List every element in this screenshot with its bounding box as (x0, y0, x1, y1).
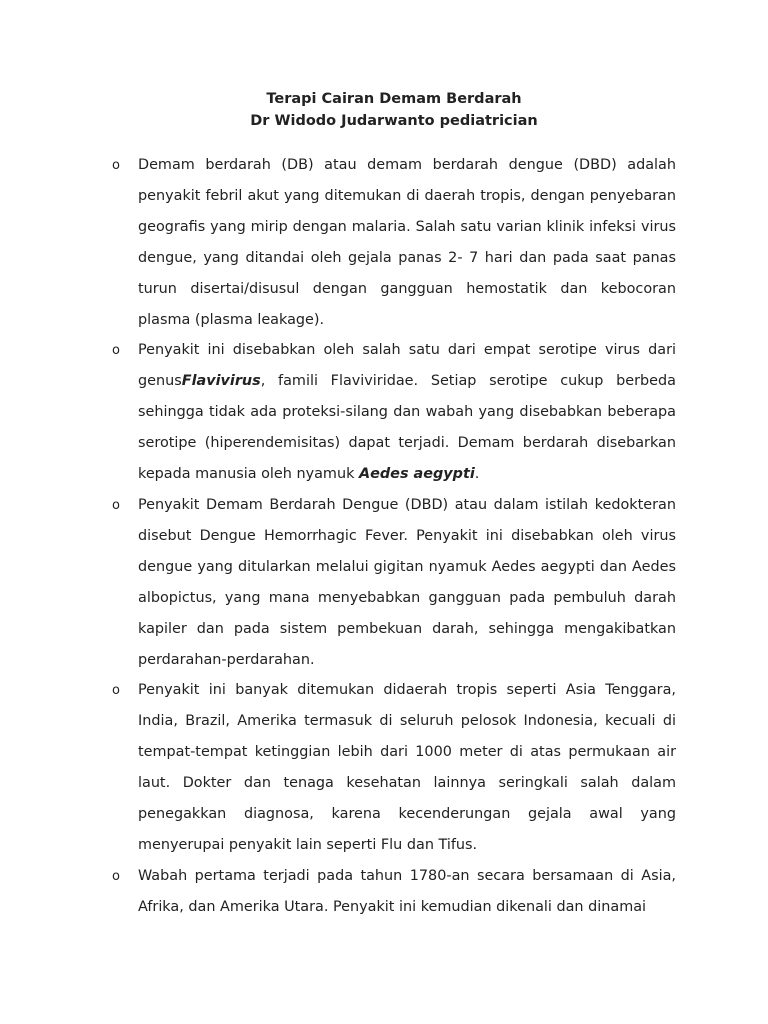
list-item (112, 150, 676, 335)
item-text: , famili Flaviviridae. Setiap serotipe cukup berbeda sehingga tidak ada proteksi-silang dan wabah yang disebabkan beberapa serotipe (hiperendemisitas) dapat terjadi. Demam berdarah disebarkan kepada manusia oleh nyamuk (138, 373, 676, 483)
item-text: . (474, 466, 480, 483)
bullet-circle-icon: o (112, 683, 120, 699)
item-text: Wabah pertama terjadi pada tahun 1780-an secara bersamaan di Asia, Afrika, dan Amerika Utara. Penyakit ini kemudian dikenali dan dinamai (138, 867, 676, 915)
list-item (112, 861, 676, 923)
list-item (112, 675, 676, 860)
bullet-circle-icon: o (112, 497, 120, 513)
bullet-circle-icon: o (112, 343, 120, 359)
genus-emphasis: Flavivirus (181, 373, 261, 390)
list-item (112, 490, 676, 675)
title-line-1: Terapi Cairan Demam Berdarah (266, 91, 522, 107)
bullet-circle-icon: o (112, 868, 120, 884)
author-line: Dr Widodo Judarwanto pediatrician (250, 113, 538, 129)
item-text: Penyakit ini banyak ditemukan didaerah tropis seperti Asia Tenggara, India, Brazil, Amerika termasuk di seluruh pelosok Indonesia, kecuali di tempat-tempat ketinggian lebih dari 1000 meter di atas permukaan air laut. Dokter dan tenaga kesehatan lainnya seringkali salah dalam penegakkan diagnosa, karena kecenderungan gejala awal yang menyerupai penyakit lain seperti Flu dan Tifus. (138, 682, 676, 853)
bullet-list (112, 150, 676, 923)
species-emphasis: Aedes aegypti (358, 466, 475, 483)
item-text: Penyakit ini disebabkan oleh salah satu dari empat serotipe virus dari genus (138, 342, 676, 390)
item-text: Penyakit Demam Berdarah Dengue (DBD) atau dalam istilah kedokteran disebut Dengue Hemorrhagic Fever. Penyakit ini disebabkan oleh virus dengue yang ditularkan melalui gigitan nyamuk Aedes aegypti dan Aedes albopictus, yang mana menyebabkan gangguan pada pembuluh darah kapiler dan pada sistem pembekuan darah, sehingga mengakibatkan perdarahan-perdarahan. (138, 496, 676, 668)
item-text: Demam berdarah (DB) atau demam berdarah dengue (DBD) adalah penyakit febril akut yang ditemukan di daerah tropis, dengan penyebaran geografis yang mirip dengan malaria. Salah satu varian klinik infeksi virus dengue, yang ditandai oleh gejala panas 2- 7 hari dan pada saat panas turun disertai/disusul dengan gangguan hemostatik dan kebocoran plasma (plasma leakage). (138, 157, 676, 328)
bullet-circle-icon: o (112, 158, 120, 173)
list-item (112, 335, 676, 490)
document-title (112, 88, 676, 132)
